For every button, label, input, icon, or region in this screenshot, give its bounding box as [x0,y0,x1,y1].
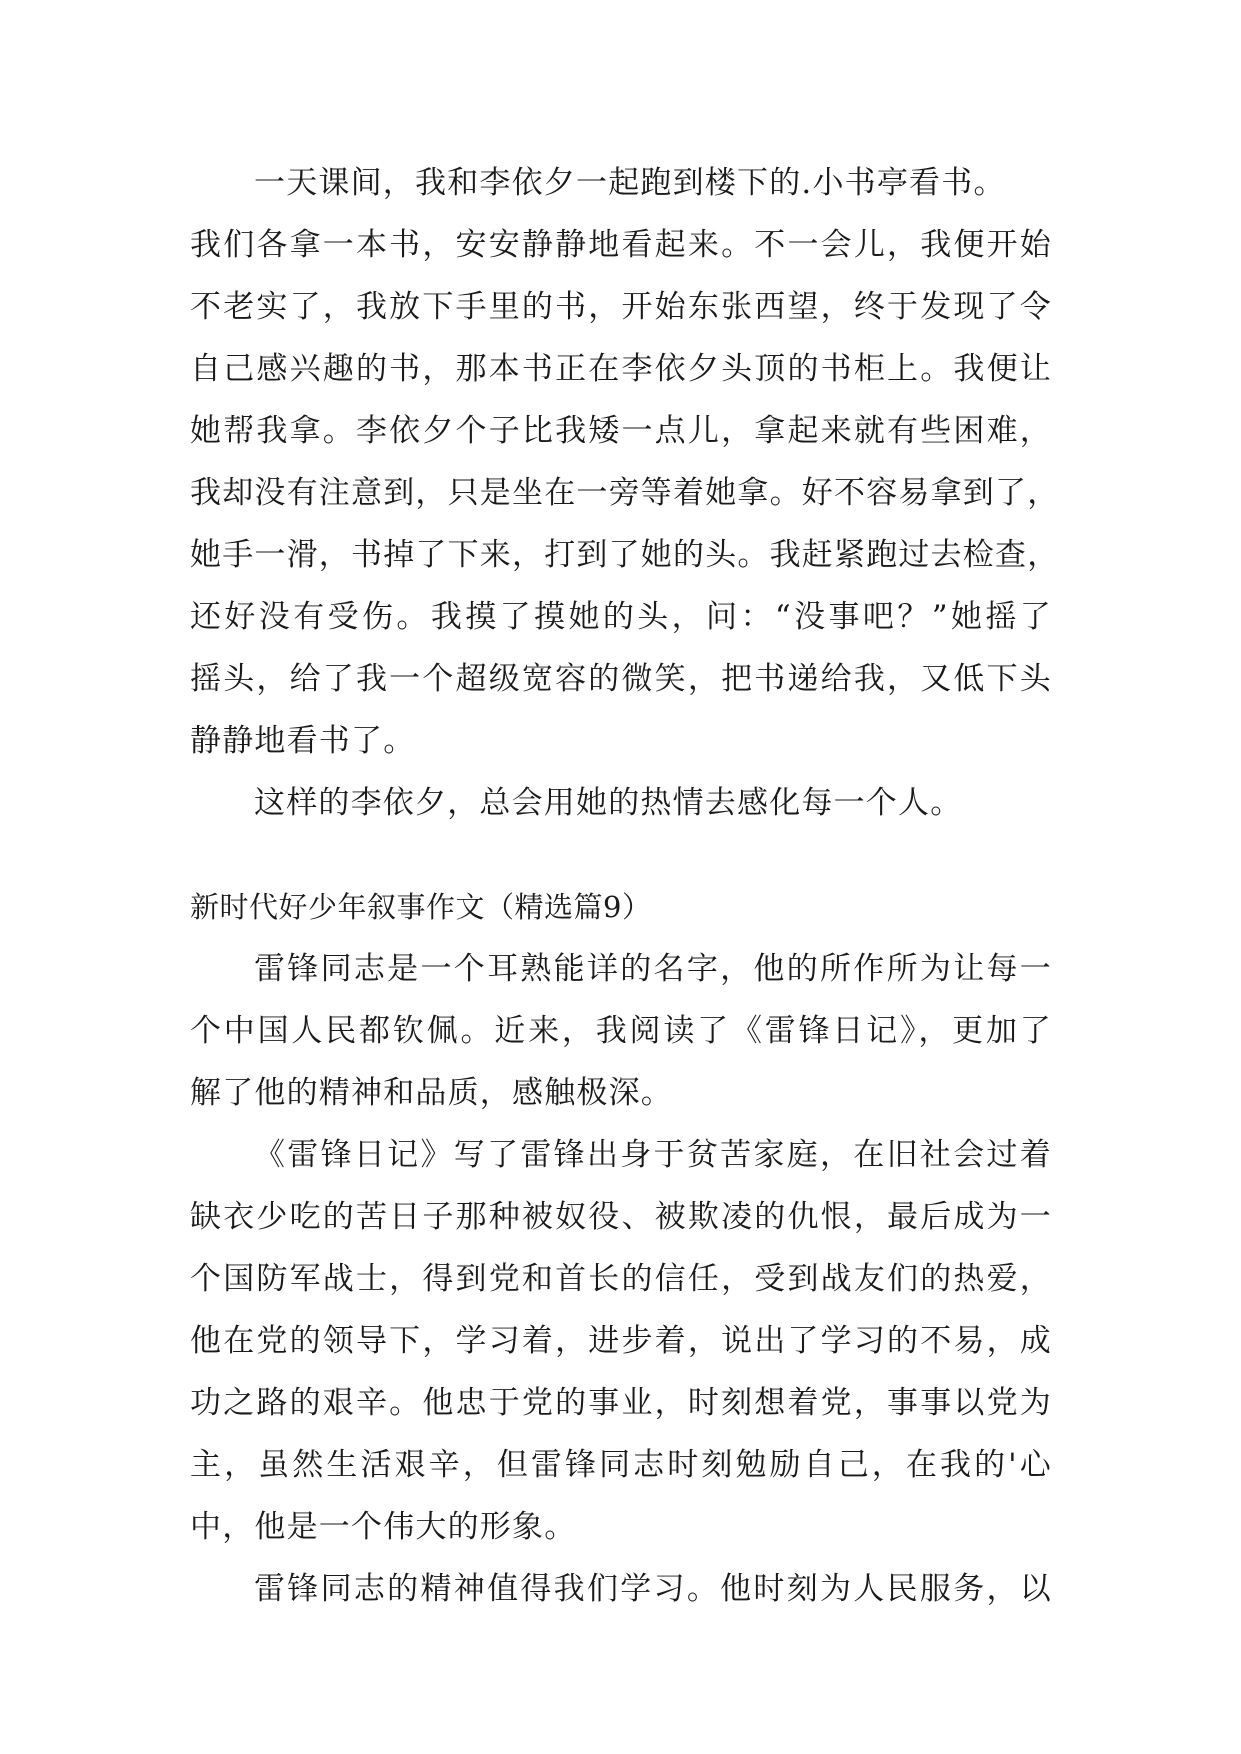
paragraph-line: 她帮我拿。李依夕个子比我矮一点儿，拿起来就有些困难， [190,413,1052,449]
paragraph-line: 中，他是一个伟大的形象。 [190,1509,577,1545]
paragraph-line: 雷锋同志的精神值得我们学习。他时刻为人民服务，以 [254,1571,1052,1607]
paragraph-line: 他在党的领导下，学习着，进步着，说出了学习的不易，成 [190,1323,1052,1359]
paragraph-line: 我们各拿一本书，安安静静地看起来。不一会儿，我便开始 [190,227,1052,263]
paragraph-line: 雷锋同志是一个耳熟能详的名字，他的所作所为让每一 [254,951,1052,987]
body-text-top [190,152,1060,834]
paragraph-line: 静静地看书了。 [190,723,416,759]
paragraph-line: 自己感兴趣的书，那本书正在李依夕头顶的书柜上。我便让 [190,351,1052,387]
paragraph-line: 缺衣少吃的苦日子那种被奴役、被欺凌的仇恨，最后成为一 [190,1199,1052,1235]
paragraph-line: 解了他的精神和品质，感触极深。 [190,1075,673,1111]
paragraph-line: 不老实了，我放下手里的书，开始东张西望，终于发现了令 [190,289,1052,325]
paragraph-line: 她手一滑，书掉了下来，打到了她的头。我赶紧跑过去检查， [190,537,1060,573]
paragraph-line: 个国防军战士，得到党和首长的信任，受到战友们的热爱， [190,1261,1052,1297]
paragraph-line: 这样的李依夕，总会用她的热情去感化每一个人。 [254,785,963,821]
paragraph-line: 主，虽然生活艰辛，但雷锋同志时刻勉励自己，在我的'心 [190,1447,1052,1483]
paragraph-line: 还好没有受伤。我摸了摸她的头，问：“没事吧？”她摇了 [190,599,1052,635]
paragraph-line: 一天课间，我和李依夕一起跑到楼下的.小书亭看书。 [254,165,1006,201]
paragraph-line: 功之路的艰辛。他忠于党的事业，时刻想着党，事事以党为 [190,1385,1052,1421]
paragraph-line: 我却没有注意到，只是坐在一旁等着她拿。好不容易拿到了， [190,475,1060,511]
paragraph-line: 个中国人民都钦佩。近来，我阅读了《雷锋日记》，更加了 [190,1013,1052,1049]
section-heading: 新时代好少年叙事作文（精选篇9） [190,890,652,924]
body-text-bottom [190,938,1052,1620]
paragraph-line: 摇头，给了我一个超级宽容的微笑，把书递给我，又低下头 [190,661,1052,697]
paragraph-line: 《雷锋日记》写了雷锋出身于贫苦家庭，在旧社会过着 [254,1137,1052,1173]
